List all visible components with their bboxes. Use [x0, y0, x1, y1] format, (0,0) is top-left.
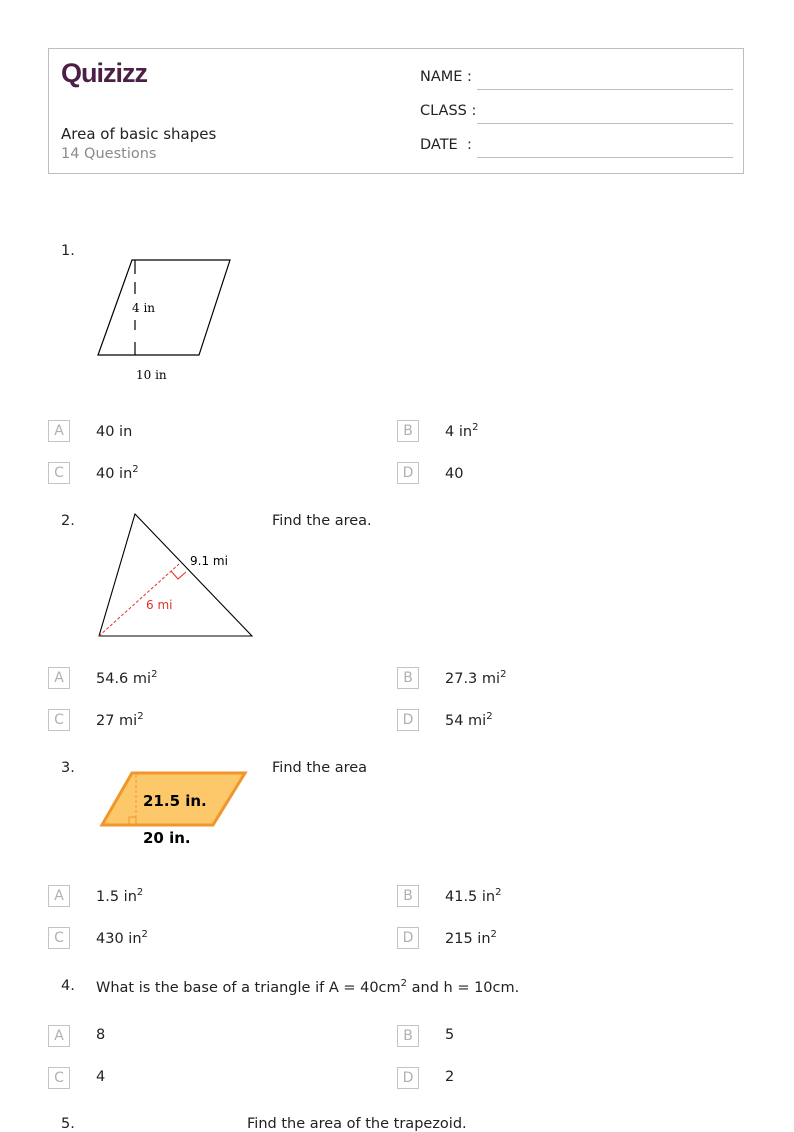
option-a-text[interactable]: 54.6 $mi^2$ — [96, 669, 158, 687]
option-d-letter[interactable]: D — [397, 462, 419, 484]
question-prompt: Find the area. — [272, 513, 372, 529]
question-prompt: Find the area of the trapezoid. — [247, 1116, 467, 1132]
parallelogram-figure — [90, 250, 250, 390]
question-number: 2. — [61, 513, 75, 529]
quizizz-logo: Quizizz — [61, 58, 147, 88]
class-field[interactable] — [477, 123, 733, 124]
option-a-text[interactable]: 8 — [96, 1027, 106, 1043]
option-a-letter[interactable]: A — [48, 667, 70, 689]
option-a-letter[interactable]: A — [48, 1025, 70, 1047]
question-number: 4. — [61, 978, 75, 994]
question-number: 3. — [61, 760, 75, 776]
date-label: DATE : — [420, 137, 472, 153]
option-c-text[interactable]: 4 — [96, 1069, 106, 1085]
option-d-text[interactable]: 54 $mi^2$ — [445, 711, 493, 729]
option-b-letter[interactable]: B — [397, 667, 419, 689]
side-label: 9.1 mi — [190, 554, 228, 568]
option-d-text[interactable]: 2 — [445, 1069, 455, 1085]
question-count: 14 Questions — [61, 146, 157, 162]
option-c-letter[interactable]: C — [48, 1067, 70, 1089]
option-b-letter[interactable]: B — [397, 885, 419, 907]
worksheet-title: Area of basic shapes — [61, 125, 217, 143]
option-a-text[interactable]: 1.5 $in^2$ — [96, 887, 144, 905]
option-c-letter[interactable]: C — [48, 462, 70, 484]
right-angle-mark — [171, 571, 186, 579]
option-c-text[interactable]: 430 $in^2$ — [96, 929, 148, 947]
name-field[interactable] — [477, 89, 733, 90]
question-prompt: Find the area — [272, 760, 368, 776]
option-b-letter[interactable]: B — [397, 420, 419, 442]
triangle-figure — [90, 505, 265, 645]
option-d-text[interactable]: 40 — [445, 465, 464, 482]
triangle-shape — [99, 514, 252, 636]
option-a-letter[interactable]: A — [48, 885, 70, 907]
option-c-letter[interactable]: C — [48, 709, 70, 731]
option-d-text[interactable]: 215 $in^2$ — [445, 929, 497, 947]
option-b-letter[interactable]: B — [397, 1025, 419, 1047]
base-label: 10 in — [136, 368, 167, 382]
option-d-letter[interactable]: D — [397, 709, 419, 731]
date-field[interactable] — [477, 157, 733, 158]
base-label: 20 in. — [143, 829, 191, 847]
option-d-letter[interactable]: D — [397, 927, 419, 949]
name-label: NAME : — [420, 69, 472, 85]
option-b-text[interactable]: 27.3 $mi^2$ — [445, 669, 507, 687]
height-label: 21.5 in. — [143, 792, 207, 810]
option-b-text[interactable]: 5 — [445, 1027, 455, 1043]
parallelogram-shape — [98, 260, 230, 355]
question-prompt: What is the base of a triangle if $A = 40cm^2$ and h = 10cm. — [96, 978, 520, 996]
option-b-text[interactable]: 4 $in^2$ — [445, 422, 479, 440]
option-c-text[interactable]: 40 $in^2$ — [96, 464, 139, 482]
question-number: 1. — [61, 243, 75, 259]
option-c-letter[interactable]: C — [48, 927, 70, 949]
question-number: 5. — [61, 1116, 75, 1132]
option-a-text[interactable]: 40 in — [96, 423, 133, 440]
height-label: 6 mi — [146, 598, 173, 612]
option-a-letter[interactable]: A — [48, 420, 70, 442]
option-b-text[interactable]: 41.5 $in^2$ — [445, 887, 502, 905]
class-label: CLASS : — [420, 103, 477, 119]
option-d-letter[interactable]: D — [397, 1067, 419, 1089]
option-c-text[interactable]: 27 $mi^2$ — [96, 711, 144, 729]
height-label: 4 in — [132, 301, 156, 315]
parallelogram-filled-figure — [95, 765, 255, 855]
